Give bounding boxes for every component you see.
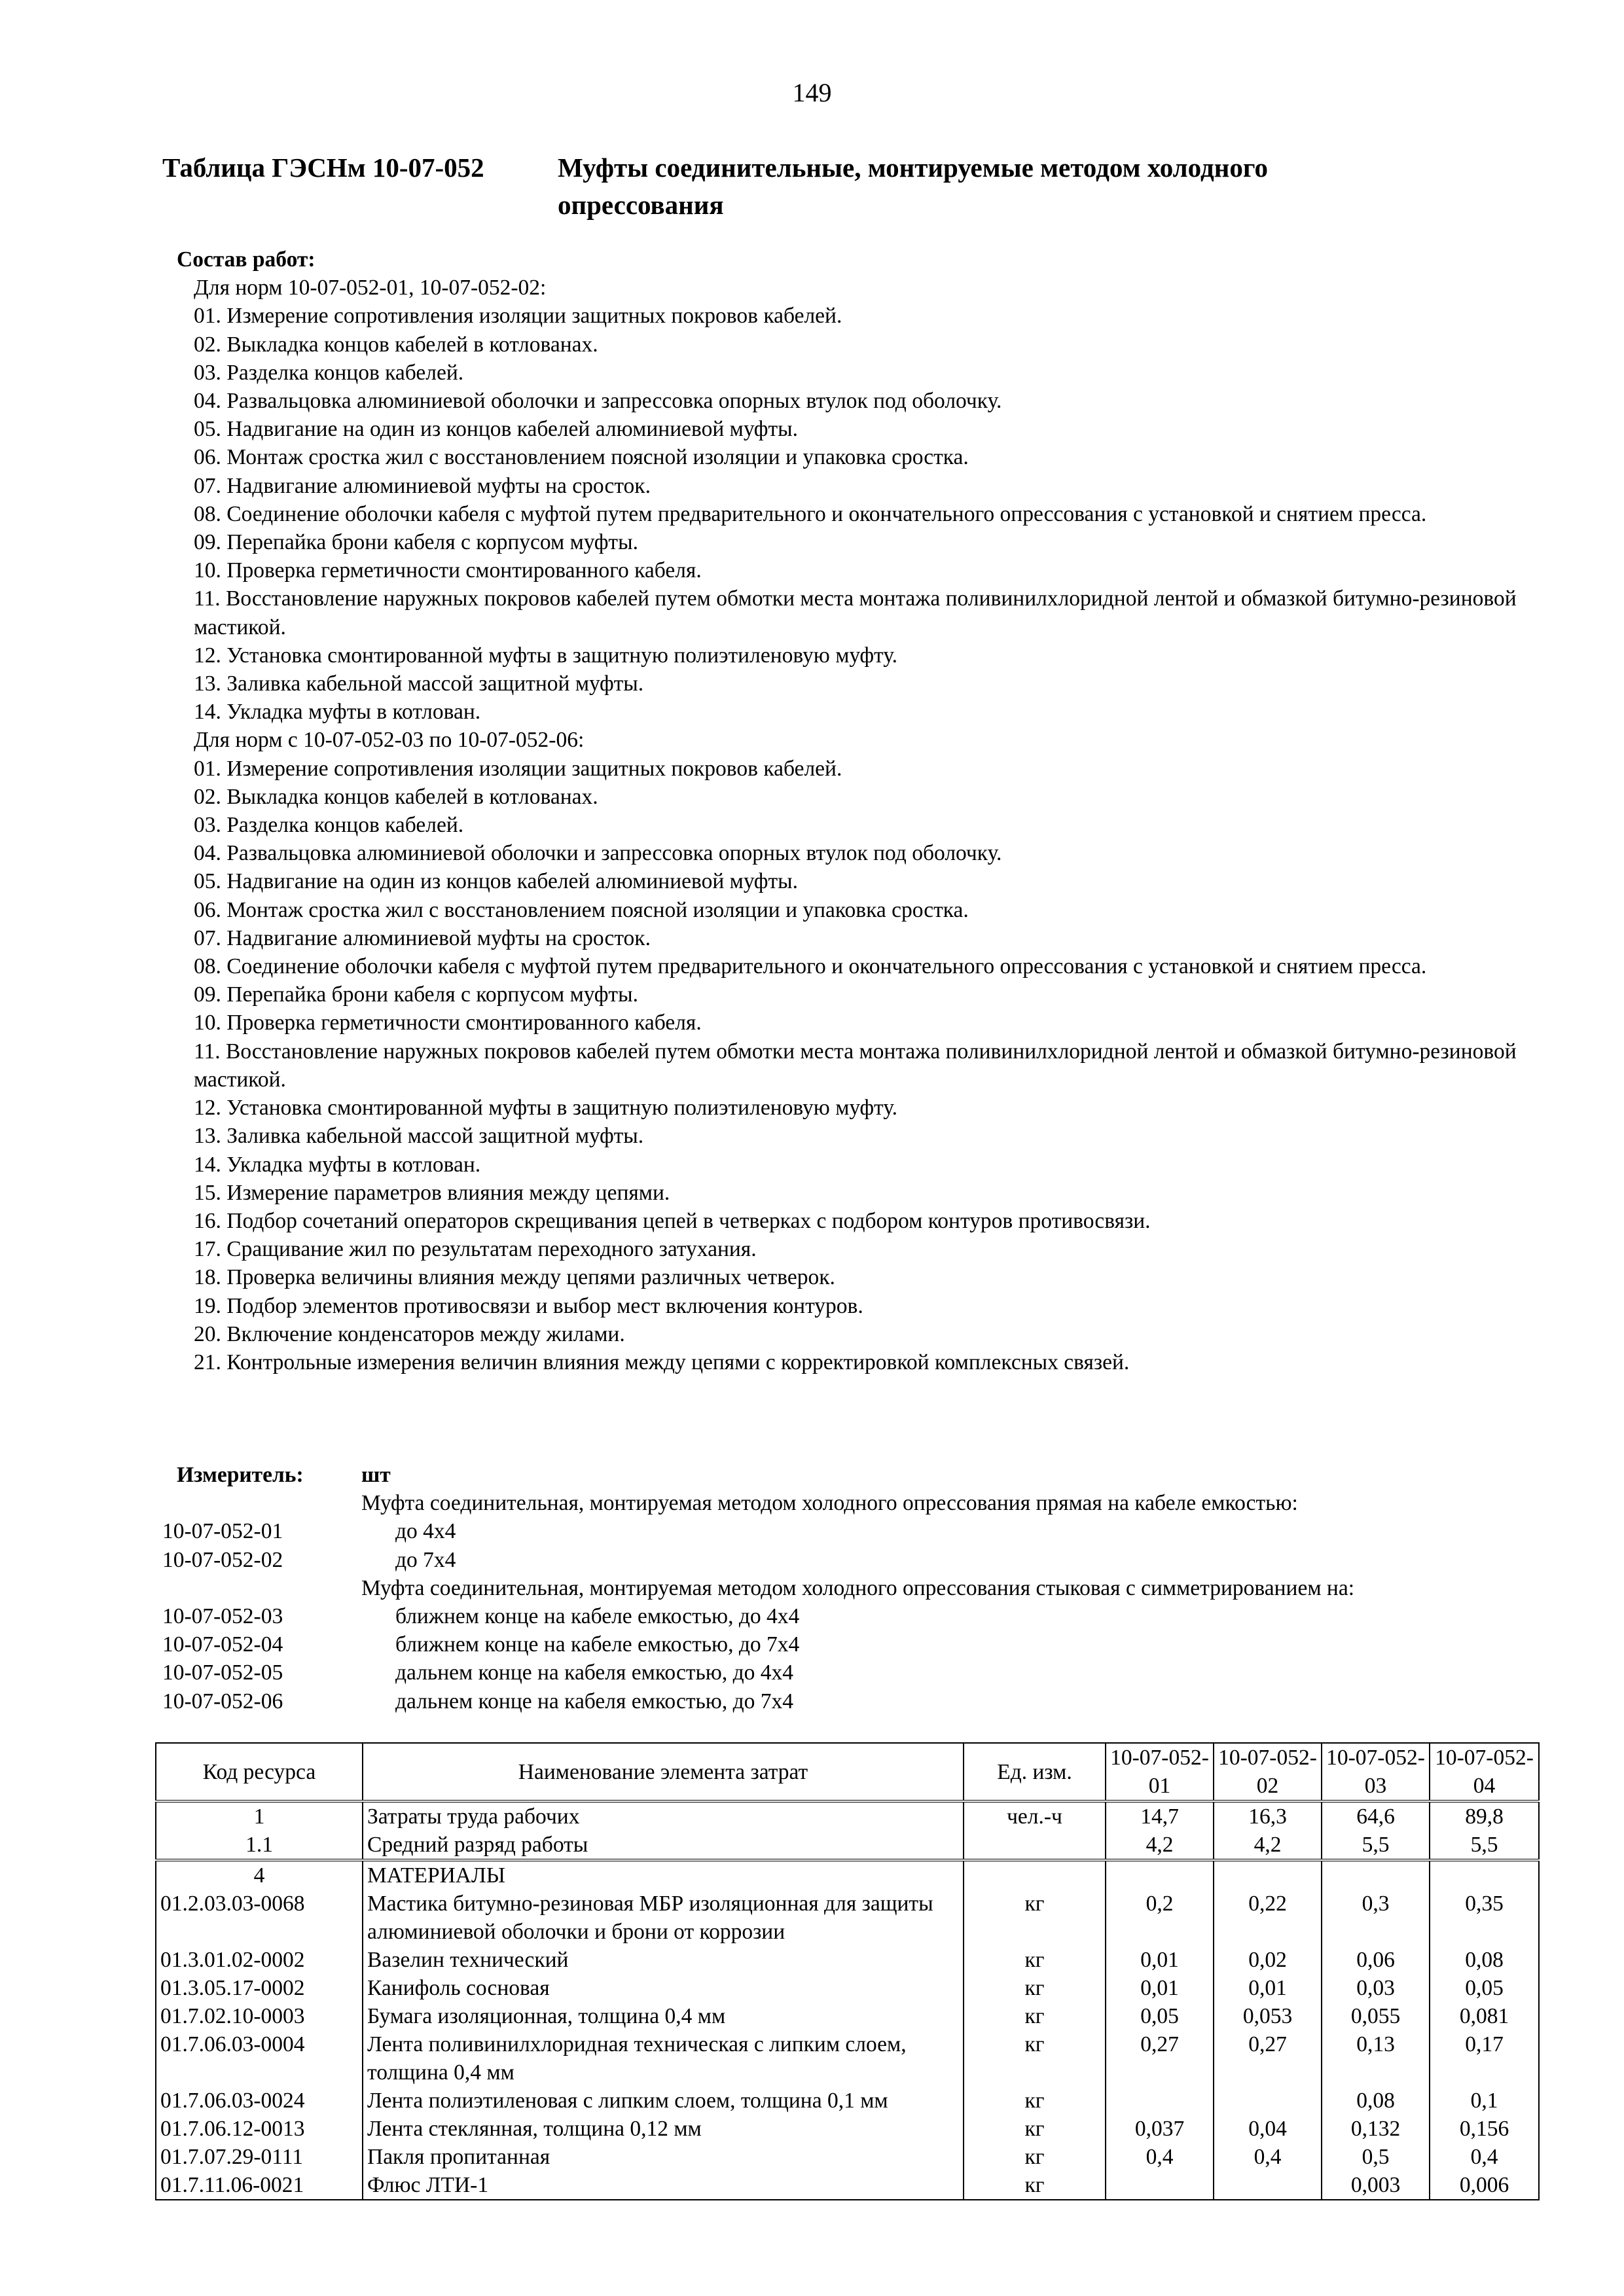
measure-code: 10-07-052-04 [162, 1632, 283, 1657]
cell-name: Средний разряд работы [363, 1831, 964, 1860]
cell-code: 01.7.06.03-0004 [156, 2030, 363, 2087]
table-row [156, 2087, 1539, 2115]
cell-unit: кг [964, 2030, 1106, 2087]
work-step: 12. Установка смонтированной муфты в защитную полиэтиленовую муфту. [194, 1096, 897, 1121]
table-row [156, 1801, 1539, 1831]
cell-value: 0,4 [1106, 2143, 1214, 2171]
cell-code: 01.7.11.06-0021 [156, 2171, 363, 2200]
measure-code: 10-07-052-03 [162, 1604, 283, 1629]
measure-code: 10-07-052-06 [162, 1689, 283, 1713]
measure-text: ближнем конце на кабеле емкостью, до 4х4 [395, 1604, 800, 1629]
cell-value: 0,3 [1322, 1890, 1430, 1946]
work-step: 21. Контрольные измерения величин влияния между цепями с корректировкой комплексных связей. [194, 1350, 1130, 1374]
cell-value [1106, 2171, 1214, 2200]
cell-value: 0,01 [1214, 1974, 1322, 2002]
cell-name: Вазелин технический [363, 1946, 964, 1974]
cell-unit: кг [964, 2115, 1106, 2143]
cell-value: 0,132 [1322, 2115, 1430, 2143]
cell-value: 0,003 [1322, 2171, 1430, 2200]
cell-value: 0,055 [1322, 2002, 1430, 2030]
cell-value: 0,006 [1430, 2171, 1539, 2200]
cell-value: 0,01 [1106, 1974, 1214, 2002]
header-norm: 10-07-052-04 [1430, 1743, 1539, 1801]
cell-code: 01.2.03.03-0068 [156, 1890, 363, 1946]
cell-value [1430, 1860, 1539, 1890]
table-code: Таблица ГЭСНм 10-07-052 [162, 152, 484, 183]
cell-name: Лента полиэтиленовая с липким слоем, толщина 0,1 мм [363, 2087, 964, 2115]
header-norm: 10-07-052-03 [1322, 1743, 1430, 1801]
table-row [156, 1974, 1539, 2002]
work-step: 12. Установка смонтированной муфты в защитную полиэтиленовую муфту. [194, 643, 897, 668]
cell-value [1214, 1860, 1322, 1890]
cell-value: 64,6 [1322, 1801, 1430, 1831]
work-step: 06. Монтаж сростка жил с восстановлением поясной изоляции и упаковка сростка. [194, 897, 969, 922]
cell-unit: кг [964, 1946, 1106, 1974]
cell-value: 0,5 [1322, 2143, 1430, 2171]
table-row [156, 2002, 1539, 2030]
cell-value [1106, 2087, 1214, 2115]
measure-item [162, 1687, 1524, 1715]
work-step: 10. Проверка герметичности смонтированного кабеля. [194, 1011, 702, 1035]
cell-code: 01.7.06.12-0013 [156, 2115, 363, 2143]
cell-code: 01.3.01.02-0002 [156, 1946, 363, 1974]
work-step: 03. Разделка концов кабелей. [194, 813, 464, 838]
work-step: 14. Укладка муфты в котлован. [194, 1152, 481, 1177]
cell-unit: кг [964, 2143, 1106, 2171]
cell-unit [964, 1831, 1106, 1860]
table-row [156, 2115, 1539, 2143]
work-step: 09. Перепайка брони кабеля с корпусом муфты. [194, 982, 638, 1007]
cell-value: 0,04 [1214, 2115, 1322, 2143]
page-number: 149 [792, 78, 832, 107]
cell-value: 0,037 [1106, 2115, 1214, 2143]
cell-value: 0,08 [1322, 2087, 1430, 2115]
work-step: 04. Развальцовка алюминиевой оболочки и запрессовка опорных втулок под оболочку. [194, 389, 1002, 414]
work-step: 15. Измерение параметров влияния между цепями. [194, 1180, 670, 1205]
measure-text: до 4х4 [395, 1519, 456, 1544]
cell-name: Лента стеклянная, толщина 0,12 мм [363, 2115, 964, 2143]
work-step: 02. Выкладка концов кабелей в котлованах. [194, 332, 598, 357]
cell-name: Затраты труда рабочих [363, 1801, 964, 1831]
table-row [156, 2030, 1539, 2087]
cell-value [1322, 1860, 1430, 1890]
cell-name: Бумага изоляционная, толщина 0,4 мм [363, 2002, 964, 2030]
resource-table [155, 1742, 1540, 2200]
work-step: 17. Сращивание жил по результатам переходного затухания. [194, 1237, 757, 1262]
measure-text: ближнем конце на кабеле емкостью, до 7х4 [395, 1632, 800, 1657]
work-step: 13. Заливка кабельной массой защитной муфты. [194, 1124, 644, 1149]
measure-text: дальнем конце на кабеля емкостью, до 4х4 [395, 1660, 793, 1685]
work-step: 06. Монтаж сростка жил с восстановлением поясной изоляции и упаковка сростка. [194, 445, 969, 470]
table-title [162, 149, 1471, 224]
cell-value: 4,2 [1106, 1831, 1214, 1860]
measure-item [162, 1546, 1524, 1574]
work-composition-heading: Состав работ: [177, 247, 316, 272]
work-step: Для норм 10-07-052-01, 10-07-052-02: [194, 276, 547, 300]
work-step: 19. Подбор элементов противосвязи и выбор мест включения контуров. [194, 1293, 863, 1318]
table-row [156, 1946, 1539, 1974]
measure-text: до 7х4 [395, 1547, 456, 1572]
cell-value: 0,13 [1322, 2030, 1430, 2087]
cell-value: 0,053 [1214, 2002, 1322, 2030]
cell-code: 1.1 [156, 1831, 363, 1860]
cell-code: 01.3.05.17-0002 [156, 1974, 363, 2002]
cell-value [1214, 2087, 1322, 2115]
work-step: 07. Надвигание алюминиевой муфты на сросток. [194, 925, 651, 950]
measure-section [162, 1461, 1524, 1715]
cell-name: МАТЕРИАЛЫ [363, 1860, 964, 1890]
table-row [156, 2171, 1539, 2200]
cell-value: 0,01 [1106, 1946, 1214, 1974]
work-step: 16. Подбор сочетаний операторов скрещивания цепей в четверках с подбором контуров противосвязи. [194, 1208, 1151, 1233]
work-step: 02. Выкладка концов кабелей в котлованах. [194, 784, 598, 809]
cell-value: 0,2 [1106, 1890, 1214, 1946]
work-step: 18. Проверка величины влияния между цепями различных четверок. [194, 1265, 835, 1290]
cell-unit: чел.-ч [964, 1801, 1106, 1831]
cell-unit: кг [964, 2171, 1106, 2200]
cell-name: Канифоль сосновая [363, 1974, 964, 2002]
table-header-row [156, 1743, 1539, 1801]
measure-item [162, 1659, 1524, 1687]
cell-code: 4 [156, 1860, 363, 1890]
work-step: 14. Укладка муфты в котлован. [194, 700, 481, 725]
table-row [156, 1890, 1539, 1946]
work-step: 08. Соединение оболочки кабеля с муфтой путем предварительного и окончательного опрессования с установкой и снятием пресса. [194, 501, 1427, 526]
cell-value: 0,17 [1430, 2030, 1539, 2087]
cell-value: 16,3 [1214, 1801, 1322, 1831]
measure-code: 10-07-052-02 [162, 1547, 283, 1572]
work-step: 10. Проверка герметичности смонтированного кабеля. [194, 558, 702, 583]
work-step: 04. Развальцовка алюминиевой оболочки и запрессовка опорных втулок под оболочку. [194, 841, 1002, 866]
table-name: Муфты соединительные, монтируемые методом холодного опрессования [558, 152, 1268, 221]
cell-value: 4,2 [1214, 1831, 1322, 1860]
cell-code: 01.7.06.03-0024 [156, 2087, 363, 2115]
work-step: 07. Надвигание алюминиевой муфты на сросток. [194, 473, 651, 498]
cell-value: 0,03 [1322, 1974, 1430, 2002]
cell-value: 0,02 [1214, 1946, 1322, 1974]
cell-value: 0,27 [1106, 2030, 1214, 2087]
work-composition [177, 245, 1525, 1376]
cell-value: 0,35 [1430, 1890, 1539, 1946]
table-row [156, 2143, 1539, 2171]
measure-code: 10-07-052-01 [162, 1519, 283, 1544]
cell-value: 0,06 [1322, 1946, 1430, 1974]
cell-name: Лента поливинилхлоридная техническая с липким слоем, толщина 0,4 мм [363, 2030, 964, 2087]
work-step: 01. Измерение сопротивления изоляции защитных покровов кабелей. [194, 304, 842, 329]
cell-value: 5,5 [1430, 1831, 1539, 1860]
cell-value: 0,081 [1430, 2002, 1539, 2030]
header-norm: 10-07-052-02 [1214, 1743, 1322, 1801]
table-row [156, 1860, 1539, 1890]
measure-group-1: Муфта соединительная, монтируемая методом холодного опрессования прямая на кабеле емкостью: [361, 1491, 1298, 1516]
cell-value: 0,05 [1106, 2002, 1214, 2030]
work-step: 05. Надвигание на один из концов кабелей алюминиевой муфты. [194, 417, 799, 442]
measure-item [162, 1630, 1524, 1659]
work-step: 20. Включение конденсаторов между жилами. [194, 1321, 625, 1346]
measure-unit: шт [361, 1463, 391, 1487]
cell-code: 01.7.07.29-0111 [156, 2143, 363, 2171]
cell-unit: кг [964, 1974, 1106, 2002]
cell-value: 0,156 [1430, 2115, 1539, 2143]
cell-unit: кг [964, 2002, 1106, 2030]
cell-unit: кг [964, 2087, 1106, 2115]
cell-unit [964, 1860, 1106, 1890]
measure-item [162, 1602, 1524, 1630]
work-composition-list [177, 274, 1525, 1376]
cell-code: 01.7.02.10-0003 [156, 2002, 363, 2030]
cell-value [1214, 2171, 1322, 2200]
header-norm: 10-07-052-01 [1106, 1743, 1214, 1801]
cell-name: Пакля пропитанная [363, 2143, 964, 2171]
cell-value: 89,8 [1430, 1801, 1539, 1831]
cell-value: 0,22 [1214, 1890, 1322, 1946]
cell-value: 0,05 [1430, 1974, 1539, 2002]
cell-name: Флюс ЛТИ-1 [363, 2171, 964, 2200]
cell-unit: кг [964, 1890, 1106, 1946]
work-step: 09. Перепайка брони кабеля с корпусом муфты. [194, 530, 638, 555]
cell-value: 14,7 [1106, 1801, 1214, 1831]
measure-text: дальнем конце на кабеля емкостью, до 7х4 [395, 1689, 793, 1713]
cell-value: 0,27 [1214, 2030, 1322, 2087]
work-step: 11. Восстановление наружных покровов кабелей путем обмотки места монтажа поливинилхлоридной лентой и обмазкой битумно-резиновой мастикой. [194, 586, 1517, 639]
cell-value: 0,08 [1430, 1946, 1539, 1974]
cell-value: 0,4 [1214, 2143, 1322, 2171]
cell-code: 1 [156, 1801, 363, 1831]
work-step: 05. Надвигание на один из концов кабелей алюминиевой муфты. [194, 869, 799, 894]
cell-value [1106, 1860, 1214, 1890]
cell-value: 0,1 [1430, 2087, 1539, 2115]
work-step: 11. Восстановление наружных покровов кабелей путем обмотки места монтажа поливинилхлоридной лентой и обмазкой битумно-резиновой мастикой. [194, 1039, 1517, 1092]
cell-value: 0,4 [1430, 2143, 1539, 2171]
table-row [156, 1831, 1539, 1860]
work-step: Для норм с 10-07-052-03 по 10-07-052-06: [194, 728, 585, 753]
work-step: 03. Разделка концов кабелей. [194, 360, 464, 385]
cell-name: Мастика битумно-резиновая МБР изоляционная для защиты алюминиевой оболочки и брони от коррозии [363, 1890, 964, 1946]
measure-code: 10-07-052-05 [162, 1660, 283, 1685]
cell-value: 5,5 [1322, 1831, 1430, 1860]
measure-label: Измеритель: [177, 1463, 304, 1487]
work-step: 13. Заливка кабельной массой защитной муфты. [194, 672, 644, 696]
work-step: 01. Измерение сопротивления изоляции защитных покровов кабелей. [194, 756, 842, 781]
header-code: Код ресурса [156, 1743, 363, 1801]
measure-group-2: Муфта соединительная, монтируемая методом холодного опрессования стыковая с симметрированием на: [361, 1575, 1355, 1600]
header-name: Наименование элемента затрат [363, 1743, 964, 1801]
work-step: 08. Соединение оболочки кабеля с муфтой путем предварительного и окончательного опрессования с установкой и снятием пресса. [194, 954, 1427, 979]
header-unit: Ед. изм. [964, 1743, 1106, 1801]
measure-item [162, 1517, 1524, 1545]
